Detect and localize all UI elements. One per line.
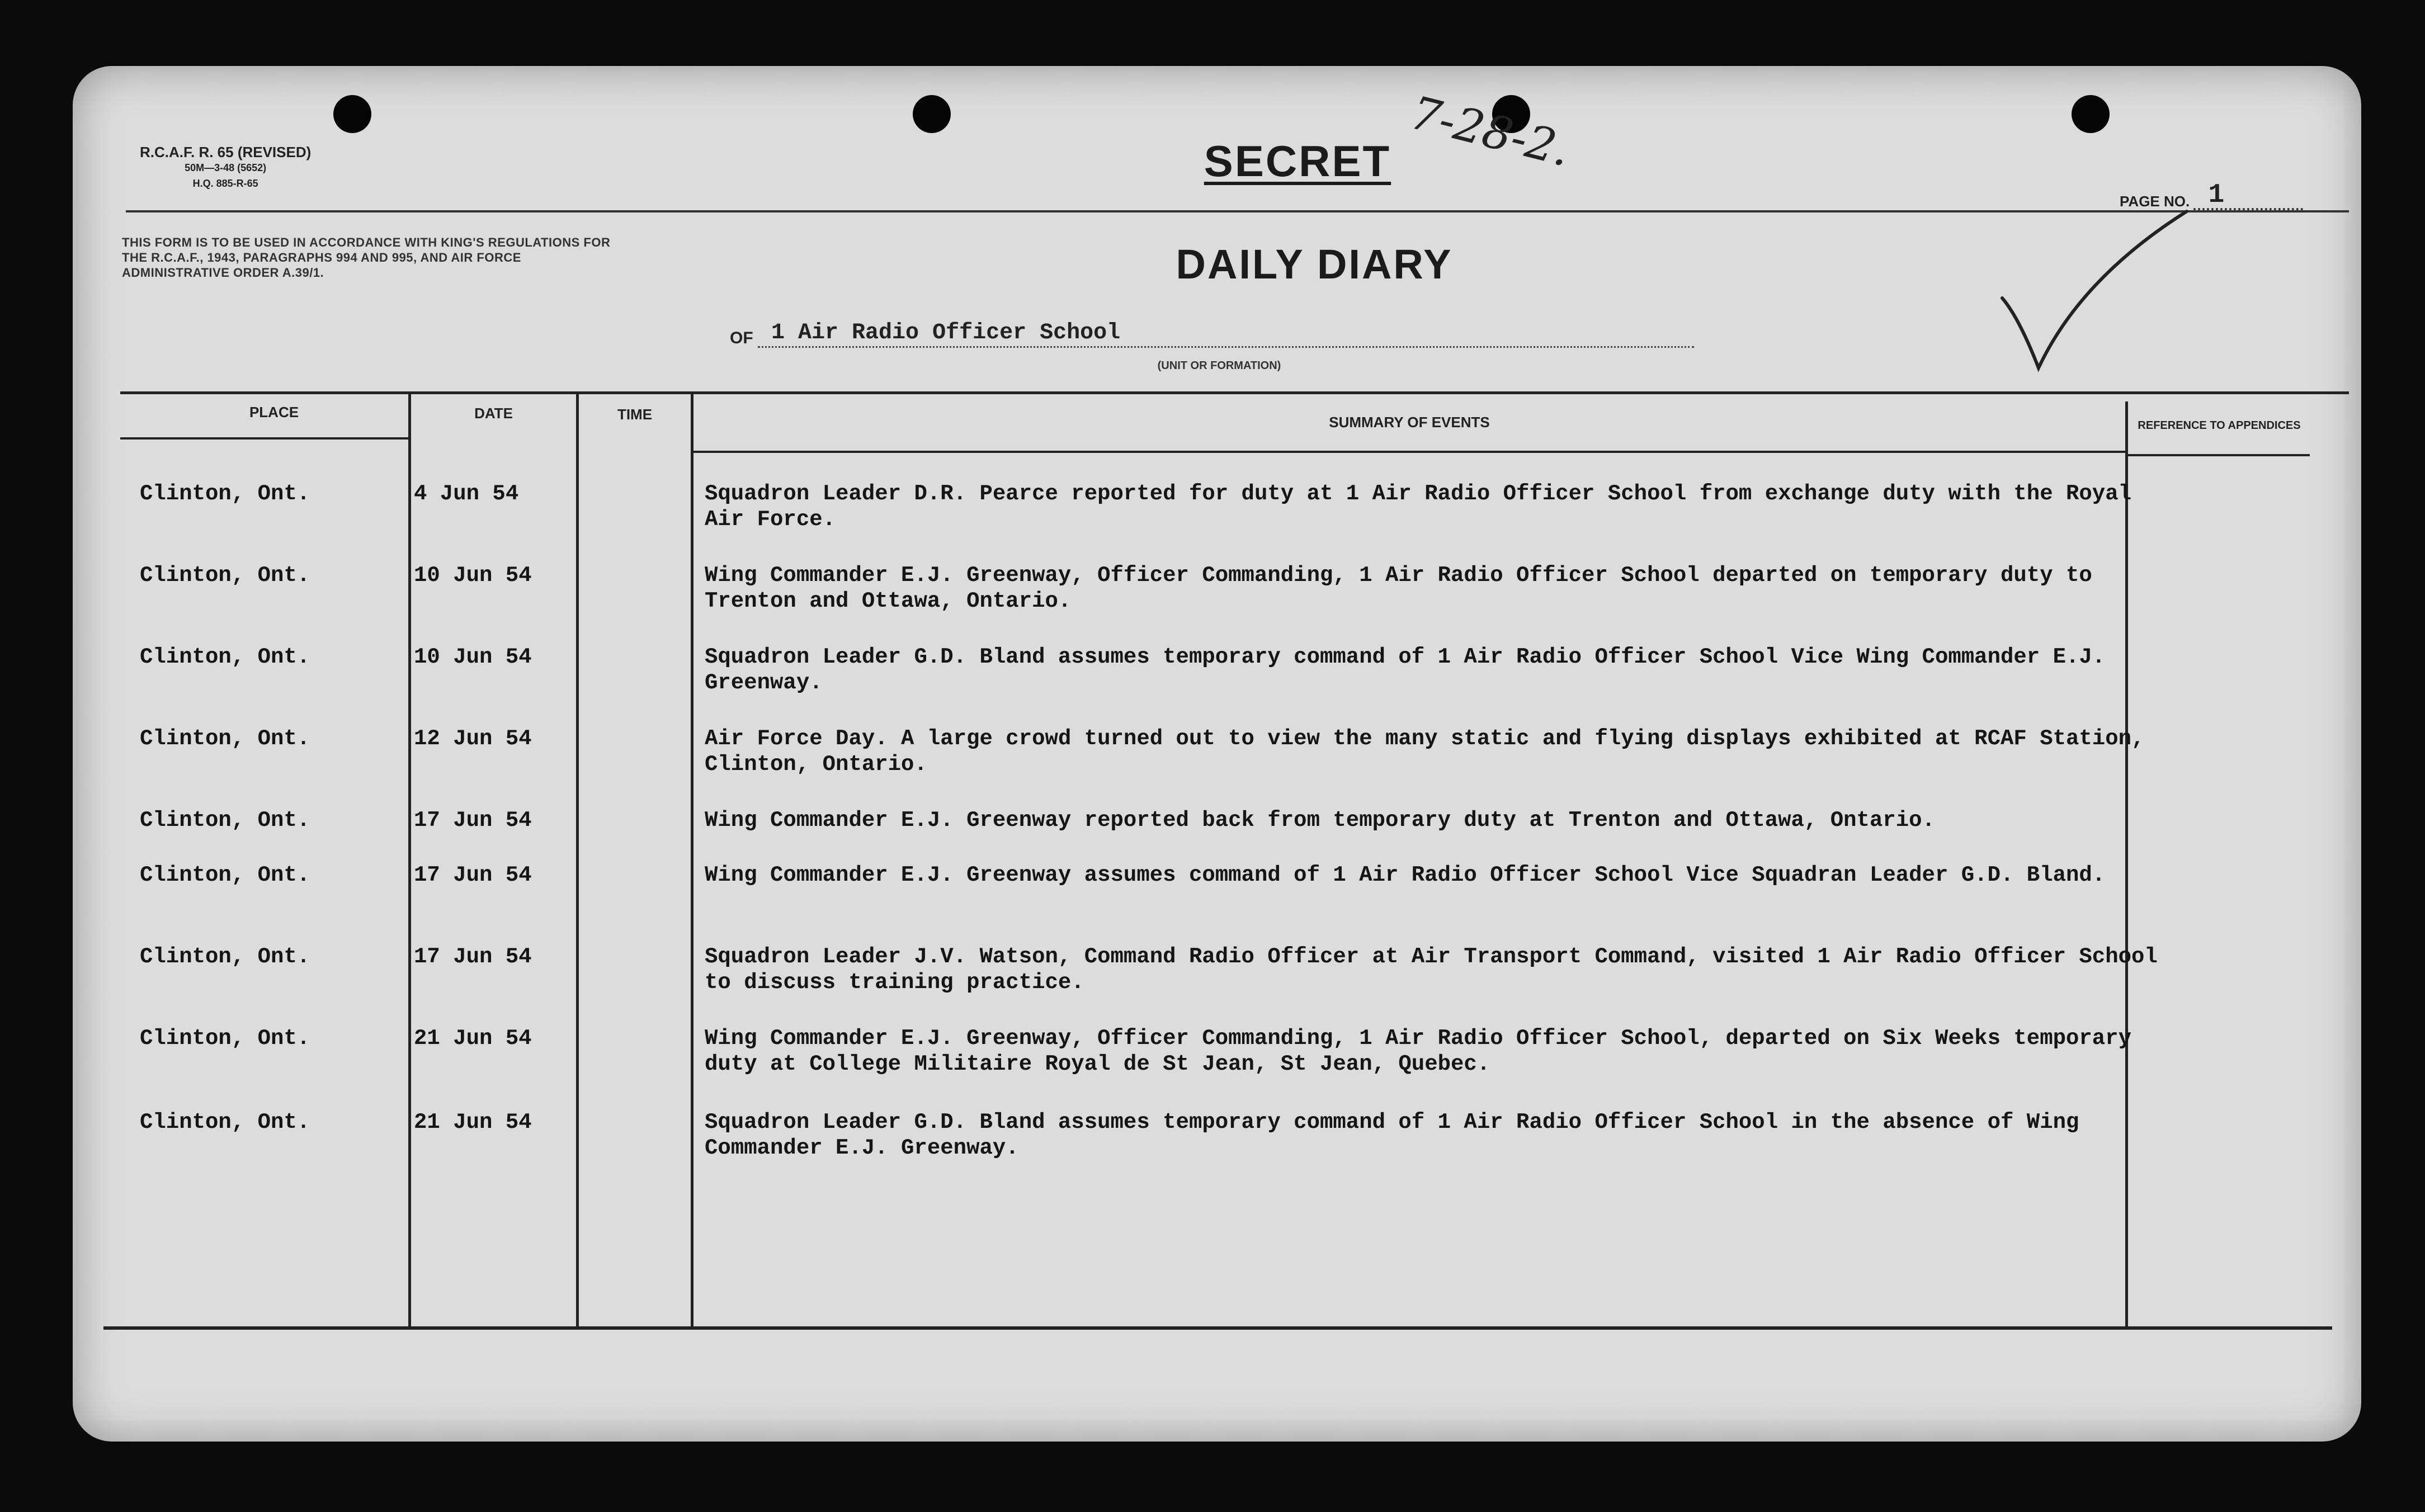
- punch-hole: [2072, 95, 2110, 133]
- entry-summary: Wing Commander E.J. Greenway, Officer Commanding, 1 Air Radio Officer School departed on temporary duty to Trenton and Ottawa, Ontario.: [705, 563, 2092, 613]
- form-number: R.C.A.F. R. 65 (REVISED): [140, 144, 312, 160]
- entry-place: Clinton, Ont.: [140, 645, 310, 669]
- entry-summary: Squadron Leader G.D. Bland assumes temporary command of 1 Air Radio Officer School in the absence of Wing Commander E.J. Greenway.: [705, 1110, 2079, 1160]
- unit-name: 1 Air Radio Officer School: [758, 320, 1694, 348]
- entry-date: 12 Jun 54: [414, 726, 532, 751]
- entry-date: 17 Jun 54: [414, 863, 532, 887]
- entry-place: Clinton, Ont.: [140, 808, 310, 833]
- page-title: DAILY DIARY: [1176, 241, 1453, 287]
- entry-place: Clinton, Ont.: [140, 481, 310, 506]
- entry-date: 10 Jun 54: [414, 563, 532, 588]
- form-identifier: [140, 144, 311, 191]
- entry-place: Clinton, Ont.: [140, 563, 310, 588]
- column-divider: [408, 391, 411, 1326]
- unit-prefix: OF: [730, 329, 753, 347]
- page-number-value: 1: [2193, 182, 2303, 210]
- form-print-code: 50M—3-48 (5652): [185, 162, 267, 173]
- header-underline: [691, 451, 2128, 453]
- column-divider: [576, 391, 579, 1326]
- header-underline: [2125, 454, 2310, 456]
- handwritten-note: 7-28-2.: [1405, 86, 1576, 177]
- checkmark-icon: [1997, 200, 2198, 379]
- entry-date: 17 Jun 54: [414, 944, 532, 969]
- entry-summary: Wing Commander E.J. Greenway assumes command of 1 Air Radio Officer School Vice Squadran Leader G.D. Bland.: [705, 863, 2106, 887]
- entry-summary: Air Force Day. A large crowd turned out to view the many static and flying displays exhibited at RCAF Station, Clinton, Ontario.: [705, 726, 2145, 777]
- header-underline: [120, 437, 411, 440]
- entry-summary: Wing Commander E.J. Greenway reported back from temporary duty at Trenton and Ottawa, Ontario.: [705, 808, 1935, 833]
- entry-place: Clinton, Ont.: [140, 1026, 310, 1051]
- entry-place: Clinton, Ont.: [140, 944, 310, 969]
- column-divider: [691, 391, 693, 1326]
- form-regulation-note: THIS FORM IS TO BE USED IN ACCORDANCE WITH KING'S REGULATIONS FOR THE R.C.A.F., 1943, PARAGRAPHS 994 AND 995, AND AIR FORCE ADMINISTRATIVE ORDER A.39/1.: [122, 235, 611, 280]
- entry-date: 10 Jun 54: [414, 645, 532, 669]
- unit-caption: (UNIT OR FORMATION): [1157, 360, 1281, 372]
- entry-place: Clinton, Ont.: [140, 863, 310, 887]
- table-bottom-rule: [103, 1326, 2332, 1330]
- column-header-time: TIME: [617, 406, 653, 423]
- classification-stamp: SECRET: [1204, 136, 1391, 186]
- column-header-place: PLACE: [249, 404, 299, 420]
- entry-date: 4 Jun 54: [414, 481, 519, 506]
- entry-summary: Squadron Leader D.R. Pearce reported for duty at 1 Air Radio Officer School from exchange duty with the Royal Air Force.: [705, 481, 2132, 532]
- page-number-label: PAGE NO.: [2120, 193, 2190, 210]
- punch-hole: [913, 95, 951, 133]
- entry-place: Clinton, Ont.: [140, 1110, 310, 1135]
- table-top-rule: [120, 391, 2349, 394]
- diary-card: [73, 66, 2361, 1442]
- entry-date: 21 Jun 54: [414, 1026, 532, 1051]
- column-header-summary: SUMMARY OF EVENTS: [1329, 414, 1490, 431]
- entry-place: Clinton, Ont.: [140, 726, 310, 751]
- entry-date: 21 Jun 54: [414, 1110, 532, 1135]
- unit-field: [730, 320, 1694, 348]
- entry-date: 17 Jun 54: [414, 808, 532, 833]
- entry-summary: Squadron Leader J.V. Watson, Command Radio Officer at Air Transport Command, visited 1 Air Radio Officer School to discuss training practice.: [705, 944, 2158, 995]
- column-header-date: DATE: [474, 405, 513, 422]
- entry-summary: Squadron Leader G.D. Bland assumes temporary command of 1 Air Radio Officer School Vice Wing Commander E.J. Greenway.: [705, 645, 2106, 695]
- form-hq-code: H.Q. 885-R-65: [192, 178, 258, 189]
- entry-summary: Wing Commander E.J. Greenway, Officer Commanding, 1 Air Radio Officer School, departed on Six Weeks temporary duty at College Militaire Royal de St Jean, St Jean, Quebec.: [705, 1026, 2132, 1076]
- column-header-reference: REFERENCE TO APPENDICES: [2138, 419, 2301, 432]
- punch-hole: [333, 95, 371, 133]
